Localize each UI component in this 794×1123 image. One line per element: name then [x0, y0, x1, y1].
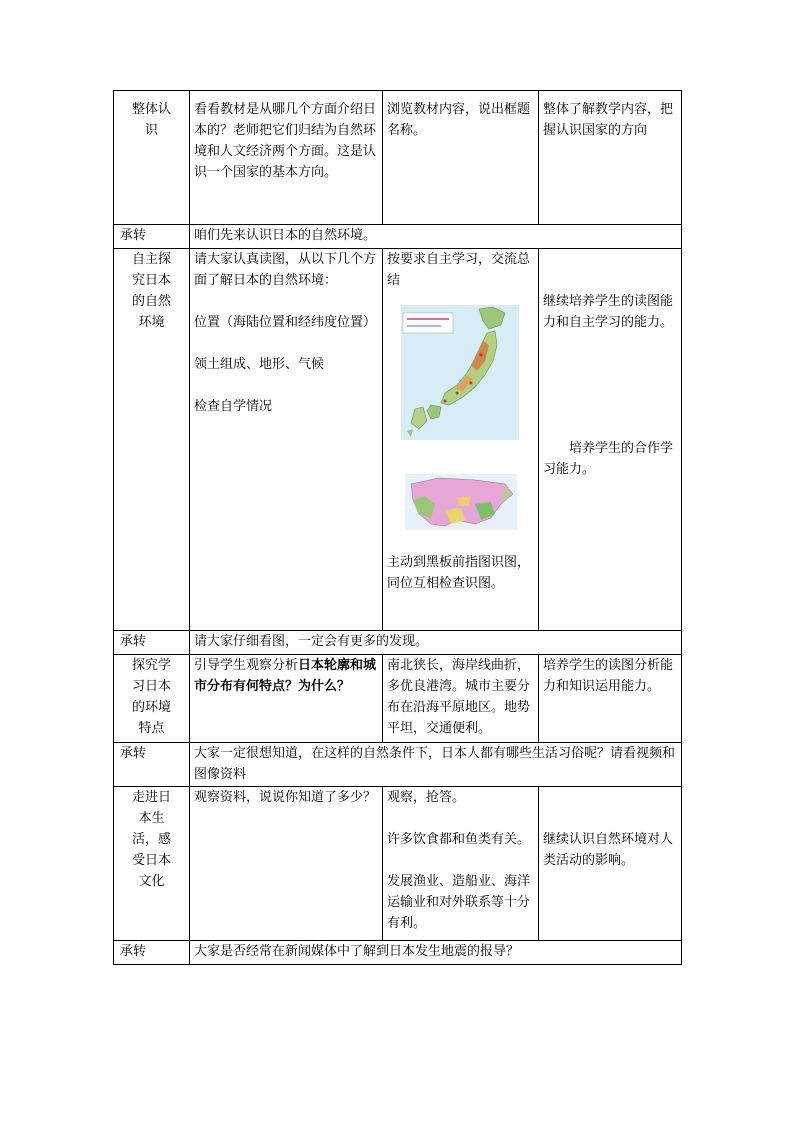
teacher-activity-cell: 看看教材是从哪几个方面介绍日本的？老师把它们归结为自然环境和人文经济两个方面。这是认识一个国家的基本方向。	[190, 91, 383, 225]
stage-cell: 承转	[114, 225, 190, 249]
table-row	[114, 631, 682, 655]
table-row	[114, 91, 682, 225]
teacher-activity-cell: 观察资料，说说你知道了多少？	[190, 787, 383, 941]
transition-text-cell: 请大家仔细看图，一定会有更多的发现。	[190, 631, 682, 655]
table-row	[114, 249, 682, 631]
student-activity-cell: 观察，抢答。 许多饮食都和鱼类有关。 发展渔业、造船业、海洋运输业和对外联系等十分有利。	[383, 787, 539, 941]
table-row	[114, 225, 682, 249]
stage-cell: 承转	[114, 941, 190, 965]
stage-cell: 整体认识	[114, 91, 190, 225]
stage-cell: 探究学习日本的环境特点	[114, 655, 190, 743]
asia-map-image	[405, 474, 517, 530]
japan-map-image	[401, 305, 519, 440]
stage-cell: 走进日本生活，感受日本文化	[114, 787, 190, 941]
teacher-bold-question: 日本轮廓和城市分布有何特点？为什么？	[194, 658, 377, 694]
teacher-plain-text: 引导学生观察分析	[194, 658, 299, 673]
transition-text-cell: 大家一定很想知道，在这样的自然条件下，日本人都有哪些生活习俗呢？请看视频和图像资料	[190, 743, 682, 787]
student-activity-cell: 按要求自主学习，交流总结 主动到黑板前指图识图，同位互相检查识图。	[383, 249, 539, 631]
design-intent-cell: 继续认识自然环境对人类活动的影响。	[539, 787, 682, 941]
stage-cell: 承转	[114, 743, 190, 787]
teacher-activity-cell: 请大家认真读图，从以下几个方面了解日本的自然环境： 位置（海陆位置和经纬度位置） 领土组成、地形、气候 检查自学情况	[190, 249, 383, 631]
design-intent-cell: 培养学生的读图分析能力和知识运用能力。	[539, 655, 682, 743]
student-activity-cell: 浏览教材内容，说出框题名称。	[383, 91, 539, 225]
design-intent-cell: 整体了解教学内容，把握认识国家的方向	[539, 91, 682, 225]
transition-text-cell: 咱们先来认识日本的自然环境。	[190, 225, 682, 249]
lesson-plan-table	[113, 90, 682, 965]
table-row	[114, 743, 682, 787]
table-row	[114, 941, 682, 965]
table-row	[114, 787, 682, 941]
stage-cell: 自主探究日本的自然环境	[114, 249, 190, 631]
table-row	[114, 655, 682, 743]
transition-text-cell: 大家是否经常在新闻媒体中了解到日本发生地震的报导？	[190, 941, 682, 965]
stage-cell: 承转	[114, 631, 190, 655]
student-activity-cell: 南北狭长，海岸线曲折，多优良港湾。城市主要分布在沿海平原地区。地势平坦，交通便利。	[383, 655, 539, 743]
teacher-activity-cell	[190, 655, 383, 743]
design-intent-cell: 继续培养学生的读图能力和自主学习的能力。 培养学生的合作学习能力。	[539, 249, 682, 631]
